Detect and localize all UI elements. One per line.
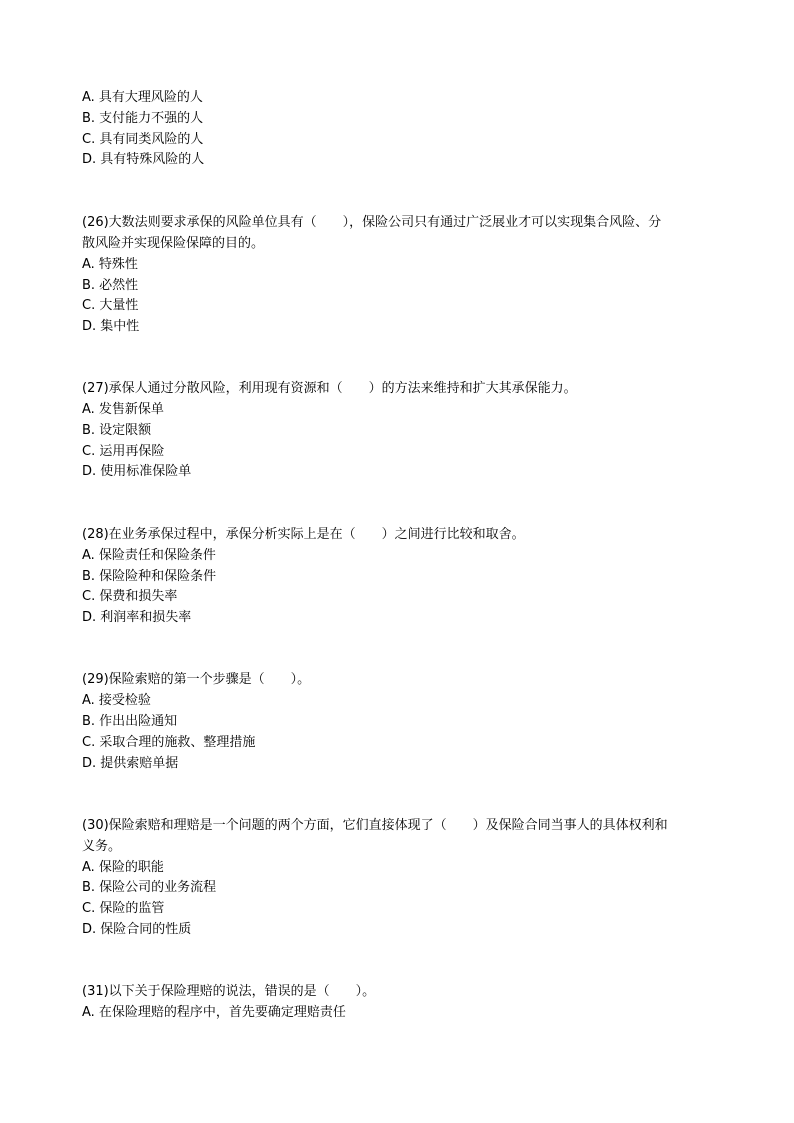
q26-option-c: C. 大量性 (82, 298, 139, 313)
q29-stem-line-1: (29)保险索赔的第一个步骤是（ ）。 (82, 672, 311, 687)
q28-stem-line-1: (28)在业务承保过程中，承保分析实际上是在（ ）之间进行比较和取舍。 (82, 527, 525, 542)
q30-option-d: D. 保险合同的性质 (82, 922, 192, 937)
q30-stem-line-1: (30)保险索赔和理赔是一个问题的两个方面，它们直接体现了（ ）及保险合同当事人的具体权利和 (82, 818, 668, 833)
q26-stem-line-2: 散风险并实现保险保障的目的。 (82, 236, 265, 251)
q29-option-d: D. 提供索赔单据 (82, 756, 179, 771)
q30-option-b: B. 保险公司的业务流程 (82, 880, 217, 895)
q26-stem-line-1: (26)大数法则要求承保的风险单位具有（ ），保险公司只有通过广泛展业才可以实现集合风险、分 (82, 215, 662, 230)
q29-option-a: A. 接受检验 (82, 693, 151, 708)
q28-option-b: B. 保险险种和保险条件 (82, 569, 217, 584)
q29-option-b: B. 作出出险通知 (82, 714, 178, 729)
q31-stem-line-1: (31)以下关于保险理赔的说法，错误的是（ ）。 (82, 984, 376, 999)
q25-option-a: A. 具有大理风险的人 (82, 90, 203, 105)
q29-option-c: C. 采取合理的施救、整理措施 (82, 735, 256, 750)
q27-option-c: C. 运用再保险 (82, 444, 165, 459)
q26-option-d: D. 集中性 (82, 319, 140, 334)
q27-option-b: B. 设定限额 (82, 423, 152, 438)
q31-option-a: A. 在保险理赔的程序中，首先要确定理赔责任 (82, 1005, 346, 1020)
q30-option-a: A. 保险的职能 (82, 860, 164, 875)
q25-option-d: D. 具有特殊风险的人 (82, 152, 205, 167)
q30-stem-line-2: 义务。 (82, 839, 122, 854)
q25-option-c: C. 具有同类风险的人 (82, 132, 204, 147)
q27-stem-line-1: (27)承保人通过分散风险，利用现有资源和（ ）的方法来维持和扩大其承保能力。 (82, 381, 577, 396)
q26-option-a: A. 特殊性 (82, 257, 138, 272)
q28-option-d: D. 利润率和损失率 (82, 610, 192, 625)
q28-option-a: A. 保险责任和保险条件 (82, 548, 216, 563)
q25-option-b: B. 支付能力不强的人 (82, 111, 204, 126)
q27-option-a: A. 发售新保单 (82, 402, 164, 417)
q28-option-c: C. 保费和损失率 (82, 589, 178, 604)
q26-option-b: B. 必然性 (82, 278, 139, 293)
q27-option-d: D. 使用标准保险单 (82, 464, 192, 479)
q30-option-c: C. 保险的监管 (82, 901, 165, 916)
